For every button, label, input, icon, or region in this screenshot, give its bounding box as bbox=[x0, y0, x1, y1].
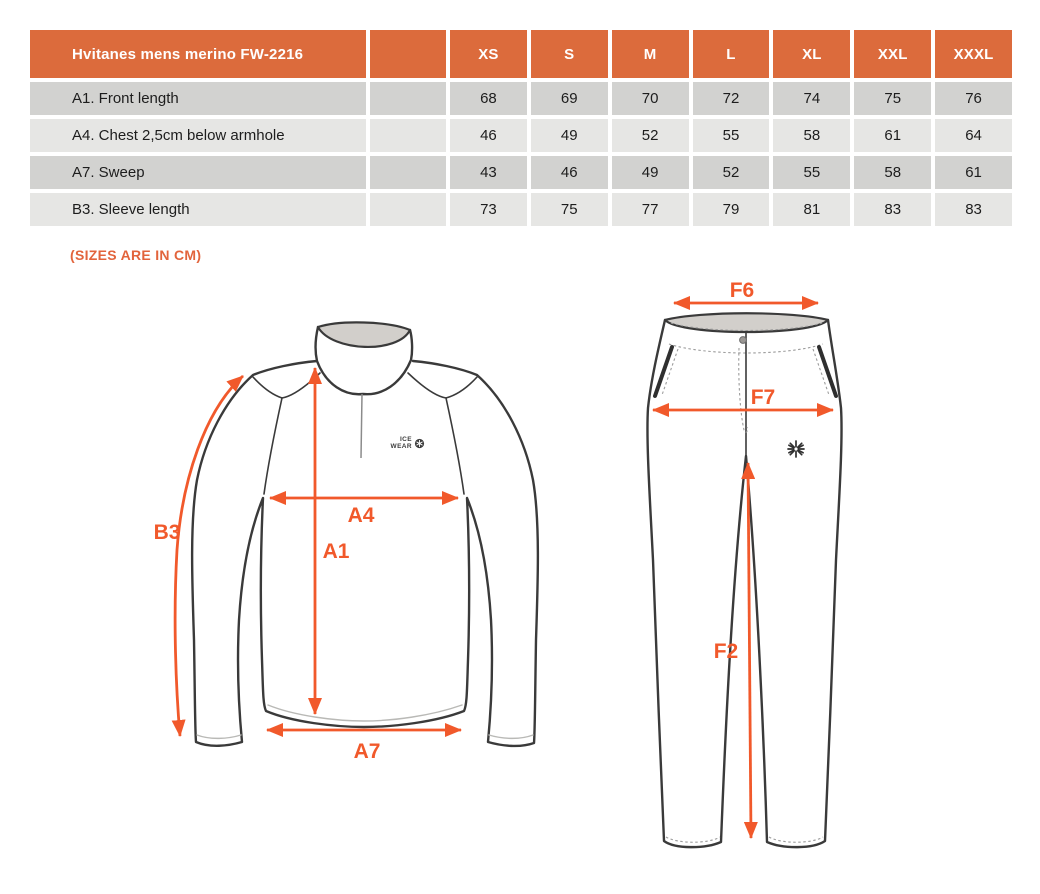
units-note: (SIZES ARE IN CM) bbox=[70, 247, 202, 263]
value-cell: 75 bbox=[854, 82, 931, 115]
a7-label: A7 bbox=[353, 740, 381, 763]
row-spacer-cell bbox=[370, 193, 446, 226]
logo-text-line1: ICE bbox=[399, 436, 412, 443]
row-label: B3. Sleeve length bbox=[30, 193, 366, 226]
size-header-xxxl: XXXL bbox=[935, 30, 1012, 78]
value-cell: 58 bbox=[854, 156, 931, 189]
size-table bbox=[30, 30, 1012, 226]
value-cell: 83 bbox=[854, 193, 931, 226]
row-label: A4. Chest 2,5cm below armhole bbox=[30, 119, 366, 152]
value-cell: 74 bbox=[773, 82, 850, 115]
size-header-xs: XS bbox=[450, 30, 527, 78]
row-label: A1. Front length bbox=[30, 82, 366, 115]
size-header-l: L bbox=[693, 30, 770, 78]
sweater-outline bbox=[192, 322, 538, 746]
value-cell: 55 bbox=[693, 119, 770, 152]
value-cell: 73 bbox=[450, 193, 527, 226]
value-cell: 61 bbox=[935, 156, 1012, 189]
snowflake-icon bbox=[788, 441, 804, 457]
value-cell: 46 bbox=[531, 156, 608, 189]
sweater-diagram bbox=[130, 280, 590, 800]
value-cell: 79 bbox=[693, 193, 770, 226]
pants-outline bbox=[647, 313, 841, 847]
value-cell: 68 bbox=[450, 82, 527, 115]
value-cell: 81 bbox=[773, 193, 850, 226]
f2-label: F2 bbox=[713, 640, 739, 663]
b3-label: B3 bbox=[153, 521, 181, 544]
a4-label: A4 bbox=[347, 504, 375, 527]
size-header-xl: XL bbox=[773, 30, 850, 78]
value-cell: 43 bbox=[450, 156, 527, 189]
value-cell: 70 bbox=[612, 82, 689, 115]
value-cell: 49 bbox=[612, 156, 689, 189]
waist-opening bbox=[665, 313, 828, 332]
value-cell: 46 bbox=[450, 119, 527, 152]
value-cell: 58 bbox=[773, 119, 850, 152]
value-cell: 72 bbox=[693, 82, 770, 115]
a1-label: A1 bbox=[322, 540, 350, 563]
value-cell: 69 bbox=[531, 82, 608, 115]
value-cell: 75 bbox=[531, 193, 608, 226]
row-spacer-cell bbox=[370, 119, 446, 152]
pants-diagram bbox=[620, 280, 1040, 885]
row-spacer-cell bbox=[370, 156, 446, 189]
f6-label: F6 bbox=[729, 280, 755, 302]
waist-button bbox=[740, 337, 747, 344]
value-cell: 83 bbox=[935, 193, 1012, 226]
size-header-s: S bbox=[531, 30, 608, 78]
f7-label: F7 bbox=[750, 386, 776, 409]
size-header-xxl: XXL bbox=[854, 30, 931, 78]
value-cell: 76 bbox=[935, 82, 1012, 115]
row-label: A7. Sweep bbox=[30, 156, 366, 189]
size-header-m: M bbox=[612, 30, 689, 78]
value-cell: 77 bbox=[612, 193, 689, 226]
value-cell: 49 bbox=[531, 119, 608, 152]
value-cell: 61 bbox=[854, 119, 931, 152]
value-cell: 55 bbox=[773, 156, 850, 189]
row-spacer-cell bbox=[370, 82, 446, 115]
value-cell: 64 bbox=[935, 119, 1012, 152]
header-spacer-cell bbox=[370, 30, 446, 78]
value-cell: 52 bbox=[693, 156, 770, 189]
snowflake-icon bbox=[415, 439, 424, 448]
zipper-line bbox=[361, 394, 362, 458]
table-title: Hvitanes mens merino FW-2216 bbox=[30, 30, 366, 78]
logo-text-line2: WEAR bbox=[390, 443, 412, 450]
value-cell: 52 bbox=[612, 119, 689, 152]
